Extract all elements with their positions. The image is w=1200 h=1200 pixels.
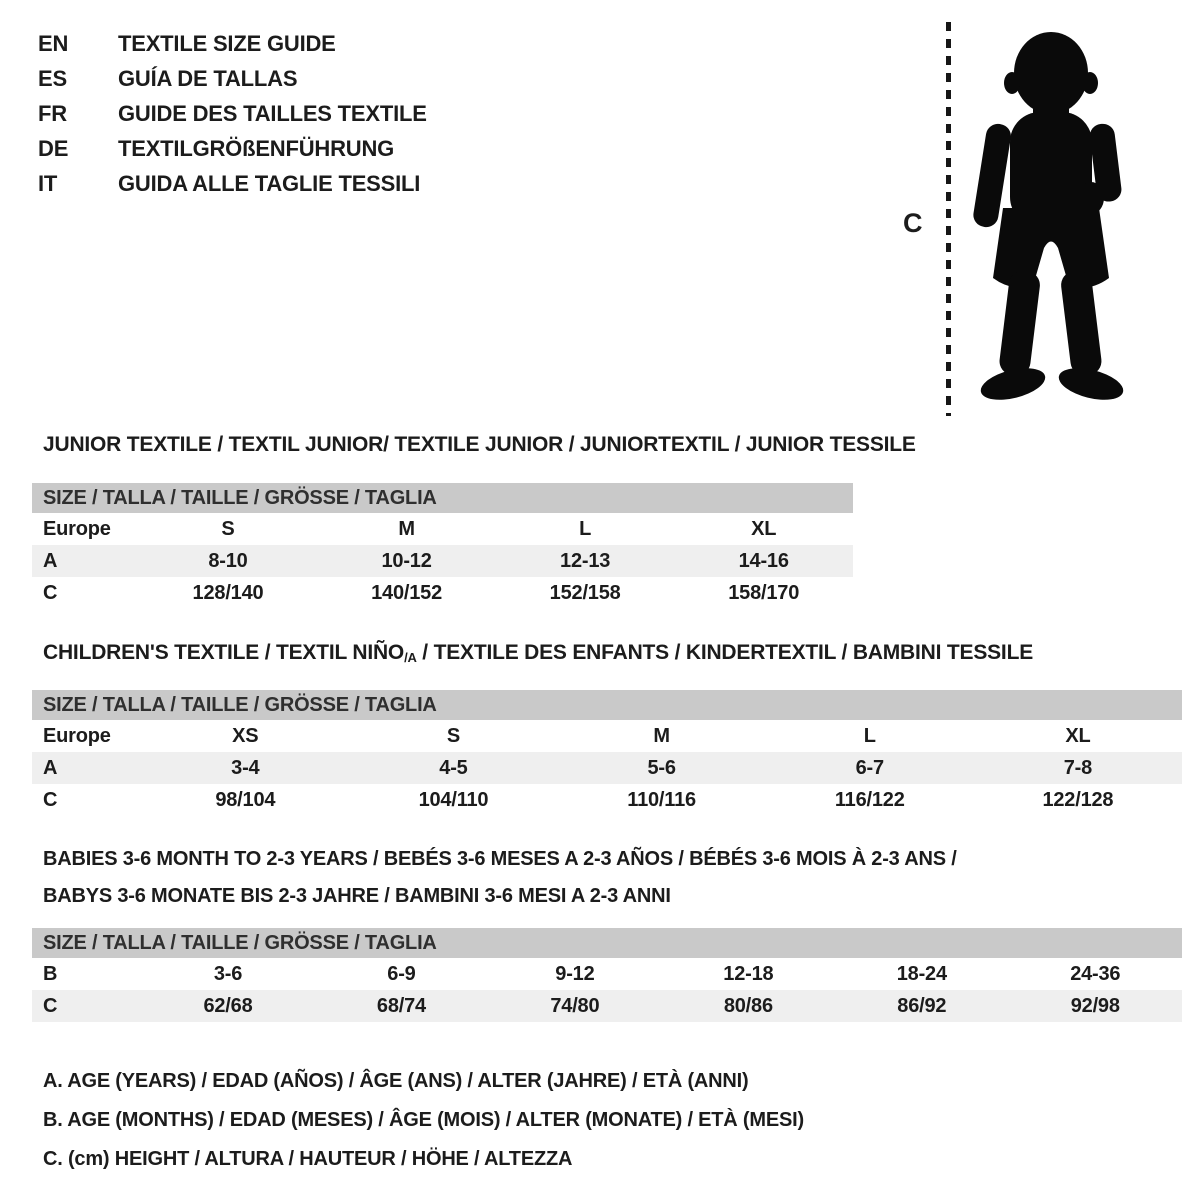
table-row-height <box>32 784 1182 816</box>
age-cell: 10-12 <box>381 549 432 572</box>
row-label: C <box>43 581 58 604</box>
children-section-title <box>43 641 1033 665</box>
language-row-en <box>38 26 427 61</box>
children-size-table <box>32 720 1182 816</box>
measurement-legend <box>43 1062 804 1179</box>
age-cell: 18-24 <box>896 962 947 985</box>
age-cell: 5-6 <box>647 756 676 779</box>
table-row-age-months <box>32 958 1182 990</box>
size-cell: S <box>446 724 461 747</box>
guide-title-de: TEXTILGRÖßENFÜHRUNG <box>118 135 395 161</box>
height-cell: 98/104 <box>215 788 276 811</box>
size-cell: XL <box>1065 724 1091 747</box>
size-cell: M <box>653 724 670 747</box>
children-size-header-bar: SIZE / TALLA / TAILLE / GRÖSSE / TAGLIA <box>32 690 1182 720</box>
table-row-height <box>32 990 1182 1022</box>
children-title-prefix: CHILDREN'S TEXTILE / TEXTIL NIÑO <box>43 641 405 664</box>
children-title-sub: /A <box>404 650 417 665</box>
height-cell: 110/116 <box>627 788 696 811</box>
table-row-europe <box>32 513 853 545</box>
size-cell: S <box>221 517 235 540</box>
height-cell: 140/152 <box>371 581 443 604</box>
guide-title-fr: GUIDE DES TAILLES TEXTILE <box>118 100 427 126</box>
size-cell: L <box>579 517 592 540</box>
guide-title-en: TEXTILE SIZE GUIDE <box>118 30 336 56</box>
height-cell: 86/92 <box>897 994 947 1017</box>
age-cell: 9-12 <box>555 962 595 985</box>
height-cell: 152/158 <box>549 581 621 604</box>
height-measure-dashed-line <box>946 22 951 416</box>
height-cell: 122/128 <box>1042 788 1114 811</box>
size-cell: XS <box>232 724 259 747</box>
babies-size-header-bar: SIZE / TALLA / TAILLE / GRÖSSE / TAGLIA <box>32 928 1182 958</box>
toddler-silhouette-icon <box>963 26 1139 422</box>
age-cell: 4-5 <box>439 756 468 779</box>
height-cell: 68/74 <box>376 994 426 1017</box>
language-row-de <box>38 131 427 166</box>
row-label: B <box>43 962 58 985</box>
height-cell: 104/110 <box>418 788 489 811</box>
guide-title-es: GUÍA DE TALLAS <box>118 65 298 91</box>
height-cell: 74/80 <box>550 994 600 1017</box>
age-cell: 3-4 <box>231 756 260 779</box>
language-code: IT <box>38 170 58 196</box>
babies-size-table <box>32 958 1182 1022</box>
legend-line-b: B. AGE (MONTHS) / EDAD (MESES) / ÂGE (MOIS) / ALTER (MONATE) / ETÀ (MESI) <box>43 1109 804 1131</box>
age-cell: 12-13 <box>560 549 611 572</box>
height-cell: 128/140 <box>192 581 264 604</box>
babies-section-title <box>43 841 957 915</box>
row-label: Europe <box>43 517 111 540</box>
table-row-age <box>32 752 1182 784</box>
age-cell: 7-8 <box>1063 756 1093 779</box>
language-row-it <box>38 166 427 201</box>
height-cell: 116/122 <box>834 788 905 811</box>
age-cell: 24-36 <box>1070 962 1121 985</box>
row-label: C <box>43 994 58 1017</box>
legend-line-a: A. AGE (YEARS) / EDAD (AÑOS) / ÂGE (ANS) / ALTER (JAHRE) / ETÀ (ANNI) <box>43 1070 749 1092</box>
junior-size-header-bar: SIZE / TALLA / TAILLE / GRÖSSE / TAGLIA <box>32 483 853 513</box>
babies-title-line2: BABYS 3-6 MONATE BIS 2-3 JAHRE / BAMBINI 3-6 MESI A 2-3 ANNI <box>43 885 671 907</box>
row-label: C <box>43 788 58 811</box>
junior-size-table <box>32 513 853 609</box>
language-code: EN <box>38 30 69 56</box>
age-cell: 3-6 <box>213 962 243 985</box>
row-label: A <box>43 549 58 572</box>
height-cell: 92/98 <box>1070 994 1120 1017</box>
age-cell: 12-18 <box>723 962 774 985</box>
age-cell: 8-10 <box>208 549 248 572</box>
size-cell: L <box>863 724 876 747</box>
age-cell: 14-16 <box>738 549 789 572</box>
size-cell: XL <box>751 517 777 540</box>
language-row-es <box>38 61 427 96</box>
table-row-age <box>32 545 853 577</box>
height-cell: 158/170 <box>728 581 800 604</box>
size-cell: M <box>398 517 415 540</box>
height-cell: 62/68 <box>203 994 253 1017</box>
age-cell: 6-9 <box>387 962 416 985</box>
row-label: Europe <box>43 724 111 747</box>
table-row-height <box>32 577 853 609</box>
language-code: ES <box>38 65 67 91</box>
language-code: DE <box>38 135 69 161</box>
language-code: FR <box>38 100 67 126</box>
age-cell: 6-7 <box>855 756 884 779</box>
babies-title-line1: BABIES 3-6 MONTH TO 2-3 YEARS / BEBÉS 3-6 MESES A 2-3 AÑOS / BÉBÉS 3-6 MOIS À 2-3 ANS / <box>43 848 957 870</box>
language-row-fr <box>38 96 427 131</box>
language-title-list <box>38 26 427 201</box>
legend-line-c: C. (cm) HEIGHT / ALTURA / HAUTEUR / HÖHE / ALTEZZA <box>43 1148 573 1170</box>
guide-title-it: GUIDA ALLE TAGLIE TESSILI <box>118 170 421 196</box>
height-measure-label: C <box>903 208 923 238</box>
table-row-europe <box>32 720 1182 752</box>
children-title-suffix: / TEXTILE DES ENFANTS / KINDERTEXTIL / BAMBINI TESSILE <box>416 641 1034 664</box>
junior-section-title: JUNIOR TEXTILE / TEXTIL JUNIOR/ TEXTILE JUNIOR / JUNIORTEXTIL / JUNIOR TESSILE <box>43 433 916 456</box>
row-label: A <box>43 756 58 779</box>
height-cell: 80/86 <box>723 994 773 1017</box>
